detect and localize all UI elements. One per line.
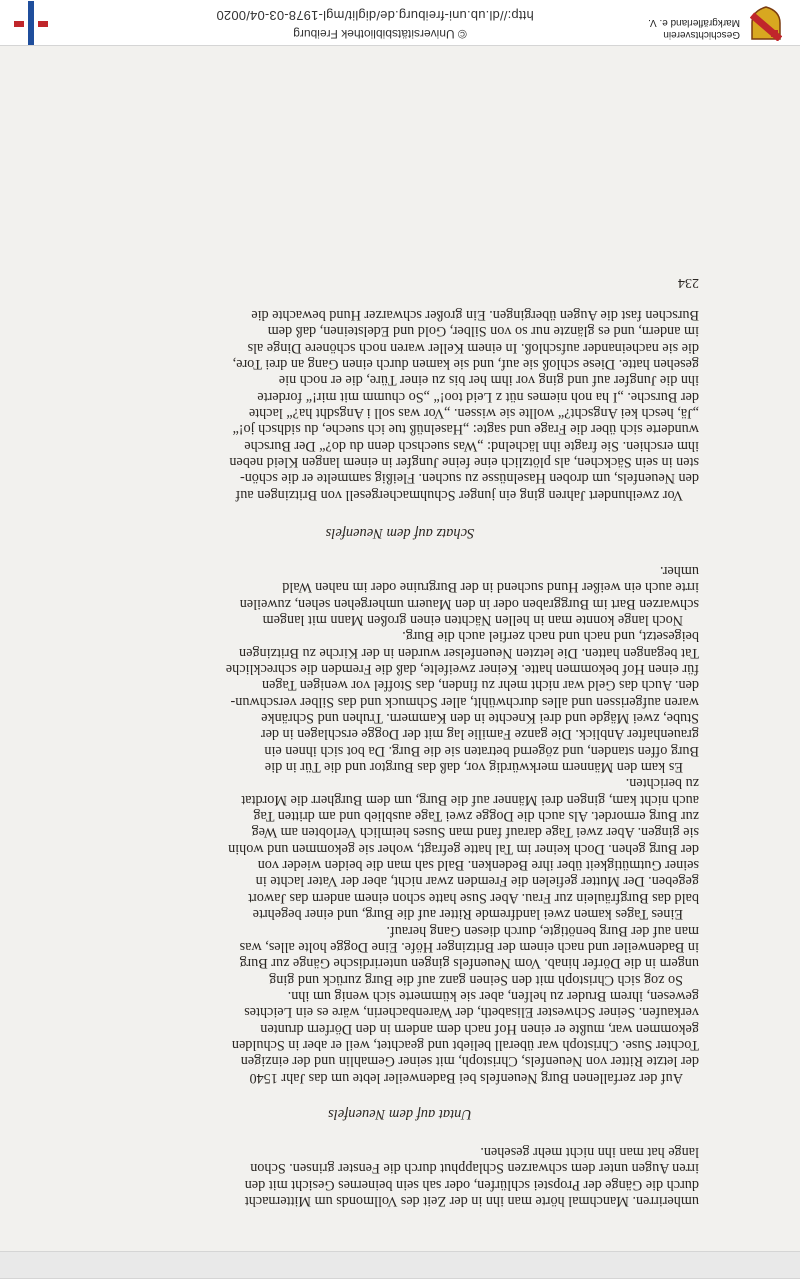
society-line-1: Geschichtsverein xyxy=(663,29,740,40)
source-url-link[interactable]: http://dl.ub.uni-freiburg.de/diglit/mgl-1978-03-04/0020 xyxy=(216,8,534,23)
society-line-2: Markgräflerland e. V. xyxy=(648,17,740,28)
top-bar xyxy=(0,1251,800,1279)
paragraph-1: Auf der zerfallenen Burg Neuenfels bei Badenweiler lebte um das Jahr 1540 der letzte Ritter von Neuenfels, Christoph, mit seiner Gemahlin und der einzigen Tochter Suse. Christoph war überall beliebt und geachtet, weil er aber in Schulden gekommen war, mußte er einen Hof nach dem andern in den Dörfern drunten verkaufen. Seiner Schwester Elisabeth, der Warenbacherin, wäre es ein Leichtes gewesen, ihrem Bruder zu helfen, aber sie kümmerte sich wenig um ihn. xyxy=(231,987,699,1086)
paragraph-5: Noch lange konnte man in hellen Nächten einen großen Mann mit langem schwarzen Bart im Burggraben oder in den Mauern umhergehen sehen, zuweilen irrte auch ein weißer Hund suchend in der Burgruine oder im nahen Wald umher. xyxy=(239,562,699,628)
paragraph-4: Es kam den Männern merkwürdig vor, daß das Burgtor und die Tür in die Burg offen standen, und zögernd betraten sie die Burg. Da bot sich ihnen ein grauenhafter Anblick. Die ganze Familie lag mit der Dogge erschlagen in der Stube, zwei Mägde und drei Knechte in den Kammern. Truhen und Schränke waren aufgerissen und alles durchwühlt, aller Schmuck und das Silber verschwun- den. Auch das Geld war nicht mehr zu finden, das Stoffel vor wenigen Tagen für einen Hof bekommen hatte. Keiner zweifelte, daß die Fremden die schreckliche Tat begangen hatten. Die letzten Neuenfelser wurden in der Kirche zu Britzingen beigesetzt, und nach und nach zerfiel auch die Burg. xyxy=(225,628,699,776)
university-logo-icon xyxy=(10,1,50,45)
intro-paragraph: umherirren. Manchmal hörte man ihn in der Zeit des Vollmonds um Mitternacht durch die Gänge der Propstei schlürfen, oder sah sein beinernes Gesicht mit den irren Augen unter dem schwarzen Schlapphut durch die Fenster grinsen. Schon lange hat man ihn nicht mehr gesehen. xyxy=(244,1143,699,1209)
footer-bar xyxy=(0,0,800,46)
section-heading-schatz: Schatz auf dem Neuenfels xyxy=(325,524,475,541)
paragraph-2: So zog sich Christoph mit den Seinen ganz auf die Burg zurück und ging ungern in die Dörfer hinab. Vom Neuenfels gingen unterirdische Gänge zur Burg in Badenweiler und nach einem der Britzinger Höfe. Eine Dogge holte alles, was man auf der Burg benötigte, durch diesen Gang herauf. xyxy=(239,922,699,988)
section-heading-untat: Untat auf dem Neuenfels xyxy=(328,1105,472,1122)
paragraph-3: Eines Tages kamen zwei landfremde Ritter auf die Burg, und einer begehrte bald das Burgfräulein zur Frau. Aber Suse hatte schon einem andern das Jawort gegeben. Der Mutter gefielen die Fremden zwar nicht, aber der Vater lachte in seiner Gutmütigkeit über ihre Bedenken. Bald sah man die beiden wieder von der Burg gehen. Doch keiner im Tal hatte gefragt, woher sie gekommen und wohin sie gingen. Aber zwei Tage darauf fand man Suses heimlich Verlobten am Weg zur Burg ermordet. Als auch die Dogge zwei Tage ausblieb und am dritten Tag auch nicht kam, gingen drei Männer auf die Burg, um dem Burgherr die Mordtat zu berichten. xyxy=(228,775,699,923)
page-number: 234 xyxy=(678,275,699,291)
paragraph-6: Vor zweihundert Jahren ging ein junger Schuhmachergesell von Britzingen auf den Neuenfels, um droben Haselnüsse zu suchen. Fleißig sammelte er die schön- sten in sein Säckchen, als plötzlich eine feine Jungfer in einem langen Kleid neben ihm erschien. Sie fragte ihn lächelnd: „Was suechsch denn du do?“ Der Bursche wunderte sich über die Frage und sagte: „Haselnüß tue ich sueche, du sidhsch jo!“ „Jä, hesch kei Angscht?“ wollte sie wissen. „Vor was soll i Angsdht ha?“ lachte der Bursche. „I ha noh niemes nüt z Leid too!“ „So chumm mit mir!“ forderte ihn die Jungfer auf und ging vor ihm her bis zu einer Türe, die er noch nie gesehen hatte. Diese schloß sie auf, und sie kamen durch einen Gang an drei Tore, die sie nacheinander aufschloß. In einem Keller waren noch schönere Dinge als im andern, und es glänzte nur so von Silber, Gold und Edelsteinen, daß dem Burschen fast die Augen übergingen. Ein großer schwarzer Hund bewachte die xyxy=(229,306,699,503)
library-credit: © Universitätsbibliothek Freiburg xyxy=(293,27,467,41)
society-name xyxy=(648,16,740,40)
document-page xyxy=(101,59,699,1209)
coat-of-arms-icon xyxy=(750,5,782,41)
